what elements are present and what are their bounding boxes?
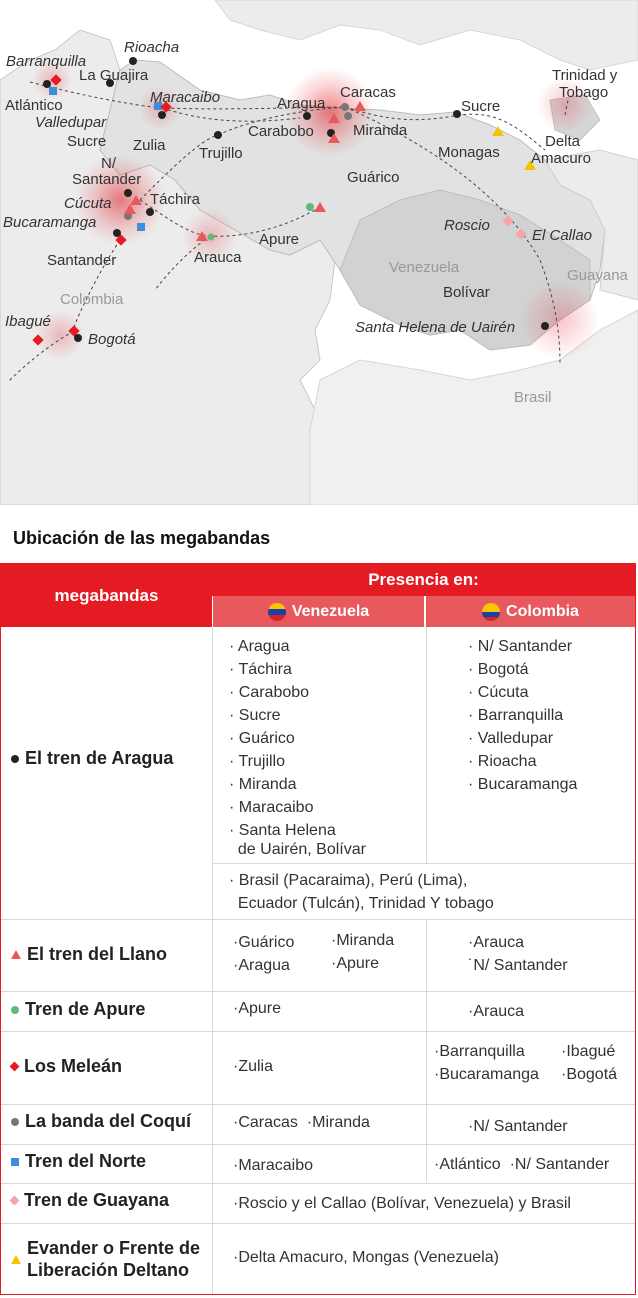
col-divider-2b bbox=[426, 920, 427, 1182]
list-item: · Guárico bbox=[229, 730, 295, 747]
list-item: ·Miranda bbox=[331, 932, 395, 949]
guayana-presence: ·Roscio y el Callao (Bolívar, Venezuela) y Brasil bbox=[233, 1195, 571, 1212]
list-item: · Carabobo bbox=[229, 684, 310, 701]
label-trinidad-b: Tobago bbox=[559, 84, 609, 101]
row-banda-del-coqui-name bbox=[11, 1111, 191, 1132]
group-name: Tren del Norte bbox=[25, 1151, 147, 1171]
label-barranquilla: Barranquilla bbox=[6, 53, 87, 70]
label-ibague: Ibagué bbox=[5, 313, 51, 330]
header-megabandas: megabandas bbox=[1, 564, 212, 627]
list-item: · Valledupar bbox=[468, 730, 554, 747]
label-brasil: Brasil bbox=[514, 389, 552, 406]
label-bucaramanga: Bucaramanga bbox=[3, 214, 97, 231]
aragua-other-list bbox=[229, 869, 494, 915]
norte-colombia: ·Atlántico ·N/ Santander bbox=[434, 1156, 610, 1173]
list-item: ˙N/ Santander bbox=[468, 957, 568, 974]
row-divider-2 bbox=[1, 991, 635, 992]
label-guayana: Guayana bbox=[567, 267, 628, 284]
list-item: · Brasil (Pacaraima), Perú (Lima), bbox=[229, 872, 468, 889]
label-guarico: Guárico bbox=[347, 169, 400, 186]
row-divider-4 bbox=[1, 1104, 635, 1105]
list-item: · Sucre bbox=[229, 707, 281, 724]
row-divider-1 bbox=[1, 919, 635, 920]
list-item: · Táchira bbox=[229, 661, 292, 678]
list-item: ·Bucaramanga bbox=[434, 1066, 539, 1083]
list-item: ·Guárico bbox=[233, 934, 295, 951]
label-santa-helena: Santa Helena de Uairén bbox=[355, 319, 516, 336]
colombia-flag-icon bbox=[482, 603, 500, 621]
label-el-callao: El Callao bbox=[532, 227, 593, 244]
melean-colombia-list-a bbox=[434, 1040, 539, 1086]
label-la-guajira: La Guajira bbox=[79, 67, 149, 84]
label-bogota: Bogotá bbox=[88, 331, 136, 348]
megabandas-map bbox=[0, 0, 638, 505]
row-tren-de-aragua-name bbox=[11, 748, 173, 769]
list-item: Ecuador (Tulcán), Trinidad Y tobago bbox=[229, 895, 494, 912]
label-caracas: Caracas bbox=[340, 84, 396, 101]
row-divider-aragua-sub bbox=[212, 863, 635, 864]
row-tren-del-norte-name bbox=[11, 1151, 146, 1172]
llano-venezuela-list-b bbox=[331, 929, 394, 975]
coqui-colombia: ·N/ Santander bbox=[468, 1118, 568, 1135]
list-item: · Rioacha bbox=[468, 753, 537, 770]
label-delta-b: Amacuro bbox=[531, 150, 592, 167]
row-los-melean-name bbox=[11, 1056, 122, 1077]
header-venezuela-label: Venezuela bbox=[291, 602, 370, 620]
group-name: La banda del Coquí bbox=[25, 1111, 192, 1131]
label-cucuta: Cúcuta bbox=[64, 195, 112, 212]
list-item: ·Barranquilla bbox=[434, 1043, 525, 1060]
apure-venezuela: ·Apure bbox=[233, 1000, 282, 1017]
evander-presence: ·Delta Amacuro, Mongas (Venezuela) bbox=[233, 1249, 499, 1266]
label-bolivar: Bolívar bbox=[443, 284, 490, 301]
header-colombia-label: Colombia bbox=[506, 602, 579, 620]
yellow-triangle-icon bbox=[11, 1255, 21, 1264]
header-venezuela bbox=[213, 596, 424, 627]
list-item: · Maracaibo bbox=[229, 799, 314, 816]
group-name: Tren de Apure bbox=[25, 999, 146, 1019]
row-tren-de-apure-name bbox=[11, 999, 145, 1020]
row-divider-5 bbox=[1, 1144, 635, 1145]
row-divider-7 bbox=[1, 1223, 635, 1224]
list-item: · Barranquilla bbox=[468, 707, 564, 724]
label-miranda: Miranda bbox=[353, 122, 408, 139]
list-item: · Cúcuta bbox=[468, 684, 529, 701]
llano-venezuela-list-a bbox=[233, 931, 294, 977]
llano-colombia-list bbox=[468, 931, 568, 977]
list-item: ·Arauca bbox=[468, 934, 525, 951]
list-item: · Bucaramanga bbox=[468, 776, 578, 793]
row-tren-de-guayana-name bbox=[11, 1190, 169, 1211]
label-maracaibo: Maracaibo bbox=[150, 89, 221, 106]
list-item: · N/ Santander bbox=[468, 638, 573, 655]
label-delta-a: Delta bbox=[545, 133, 581, 150]
aragua-colombia-list bbox=[468, 635, 577, 796]
map-canvas bbox=[0, 0, 638, 505]
aragua-venezuela-list bbox=[229, 635, 366, 861]
coqui-venezuela: ·Caracas ·Miranda bbox=[233, 1114, 370, 1131]
group-name: Tren de Guayana bbox=[24, 1190, 170, 1210]
group-name: El tren del Llano bbox=[27, 944, 168, 964]
green-circle-icon bbox=[11, 1006, 19, 1014]
venezuela-flag-icon bbox=[268, 603, 286, 621]
label-carabobo: Carabobo bbox=[248, 123, 314, 140]
list-item: ·Bogotá bbox=[561, 1066, 618, 1083]
red-diamond-icon bbox=[10, 1062, 20, 1072]
group-name: Evander o Frente de Liberación Deltano bbox=[27, 1238, 201, 1280]
black-circle-icon bbox=[11, 755, 19, 763]
group-name: Los Meleán bbox=[24, 1056, 123, 1076]
list-item: ·Ibagué bbox=[561, 1043, 616, 1060]
header-presencia: Presencia en: bbox=[212, 564, 635, 596]
col-divider-1 bbox=[212, 627, 213, 1294]
row-tren-del-llano-name bbox=[11, 944, 167, 965]
label-sucre-ven: Sucre bbox=[461, 98, 501, 115]
list-item: ·Apure bbox=[331, 955, 380, 972]
header-colombia bbox=[426, 596, 635, 627]
label-atlantico: Atlántico bbox=[5, 97, 63, 114]
list-item: · Bogotá bbox=[468, 661, 529, 678]
list-item: · Aragua bbox=[229, 638, 290, 655]
label-santander: Santander bbox=[47, 252, 117, 269]
label-aragua: Aragua bbox=[277, 95, 326, 112]
label-roscio: Roscio bbox=[444, 217, 490, 234]
label-monagas: Monagas bbox=[438, 144, 500, 161]
label-trinidad-a: Trinidad y bbox=[552, 67, 618, 84]
blue-square-icon bbox=[11, 1158, 19, 1166]
label-rioacha: Rioacha bbox=[124, 39, 180, 56]
norte-venezuela: ·Maracaibo bbox=[233, 1157, 314, 1174]
melean-venezuela: ·Zulia bbox=[233, 1058, 274, 1075]
label-trujillo: Trujillo bbox=[199, 145, 243, 162]
list-item: ·Aragua bbox=[233, 957, 290, 974]
megabandas-table bbox=[0, 563, 636, 1295]
label-arauca: Arauca bbox=[194, 249, 242, 266]
page-title: Ubicación de las megabandas bbox=[13, 528, 271, 548]
label-n-santander-a: N/ bbox=[101, 155, 116, 172]
row-evander-name bbox=[11, 1237, 200, 1281]
melean-colombia-list-b bbox=[561, 1040, 617, 1086]
group-name: El tren de Aragua bbox=[25, 748, 174, 768]
label-tachira: Táchira bbox=[150, 191, 201, 208]
apure-colombia: ·Arauca bbox=[468, 1003, 525, 1020]
label-colombia: Colombia bbox=[60, 291, 124, 308]
label-venezuela: Venezuela bbox=[389, 259, 460, 276]
row-divider-3 bbox=[1, 1031, 635, 1032]
list-item: · Santa Helena bbox=[229, 822, 336, 839]
label-zulia: Zulia bbox=[133, 137, 166, 154]
label-sucre-col: Sucre bbox=[67, 133, 107, 150]
label-valledupar: Valledupar bbox=[35, 114, 107, 131]
list-item: · Trujillo bbox=[229, 753, 286, 770]
label-apure: Apure bbox=[259, 231, 300, 248]
row-divider-6 bbox=[1, 1183, 635, 1184]
list-item: de Uairén, Bolívar bbox=[229, 841, 366, 858]
label-n-santander-b: Santander bbox=[72, 171, 142, 188]
list-item: · Miranda bbox=[229, 776, 297, 793]
col-divider-2a bbox=[426, 627, 427, 863]
pink-diamond-icon bbox=[10, 1196, 20, 1206]
grey-circle-icon bbox=[11, 1118, 19, 1126]
red-triangle-icon bbox=[11, 950, 21, 959]
